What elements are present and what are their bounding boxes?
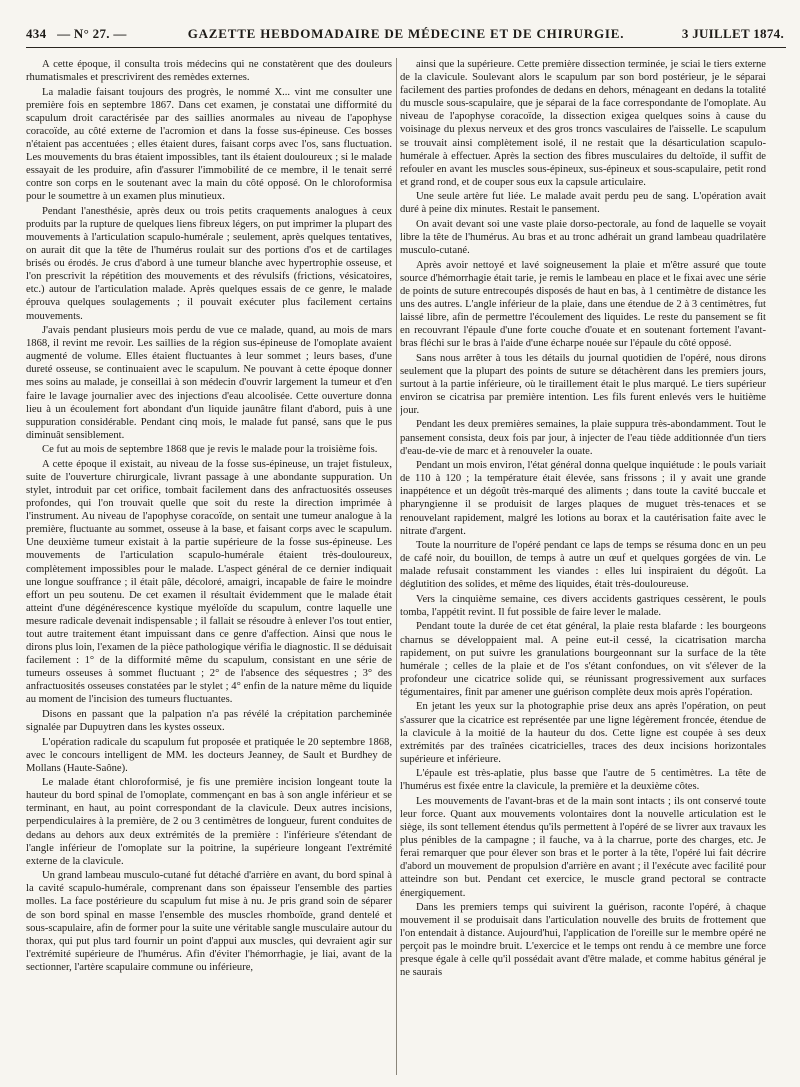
paragraph: A cette époque il existait, au niveau de la fosse sus-épineuse, un trajet fistuleux, suite de l'ouverture chirurgicale, livrant passage à une abondante suppuration. Un stylet, introduit par cet orifice, tombait facilement dans des anfractuosités osseuses profondes, qui l'on trouvait quelle que soit du reste la direction imprimée à l'instrument. Au niveau de l'apophyse coracoïde, on sentait une tumeur analogue à la première, fluctuante au sommet, osseuse à la base, et faisant corps avec le scapulum. Une deuxième tumeur existait à la partie supérieure de la fosse sus-épineuse. Les mouvements de l'articulation scapulo-humérale étaient très-douloureux, complètement impossibles pour le malade. L'aspect général de ce dernier indiquait une longue souffrance ; il était pâle, décoloré, amaigri, incapable de faire le moindre effort un peu soutenu. De cet examen il résultait évidemment que le malade était atteint d'une dégénérescence kystique myéloïde du scapulum, contre laquelle une mesure radicale devenait indispensable ; il fallait se résoudre à enlever l'os tout entier, tout autre traitement étant impuissant dans ce genre d'affection. Ainsi que nous le dirons plus loin, l'examen de la pièce pathologique vérifia le diagnostic. Il se déduisait facilement : 1° de la difformité même du scapulum, consistant en une série de tumeurs osseuses à sommet fluctuant ; 2° de l'absence des séquestres ; 3° des anfractuosités osseuses constatées par le stylet ; 4° enfin de la nature même du liquide au moment de l'incision des tumeurs fluctuantes. (26, 458, 392, 706)
paragraph: Pendant un mois environ, l'état général donna quelque inquiétude : le pouls variait de 110 à 120 ; la température était élevée, sans frissons ; il y avait une grande inappétence et un dégoût très-marqué des aliments ; dans toute la cavité buccale et pharyngienne il se produisit de larges plaques de muguet très-tenaces et se renouvelant rapidement, malgré les lotions au borax et la cautérisation faite avec le nitrate d'argent. (400, 460, 766, 537)
paragraph: En jetant les yeux sur la photographie prise deux ans après l'opération, on peut s'assurer que la cicatrice est représentée par une ligne légèrement froncée, étendue de la clavicule à la moitié de la hauteur du dos. Cette ligne est coupée à ses deux extrémités par des traînées cicatricielles, traces des deux incisions horizontales supérieure et inférieure. (400, 701, 766, 765)
paragraph: A cette époque, il consulta trois médecins qui ne constatèrent que des douleurs rhumatismales et prescrivirent des remèdes externes. (26, 59, 392, 84)
paragraph: Vers la cinquième semaine, ces divers accidents gastriques cessèrent, le pouls tomba, l'appétit revint. Il fut possible de faire lever le malade. (400, 593, 766, 618)
paragraph: Le malade étant chloroformisé, je fis une première incision longeant toute la hauteur du bord spinal de l'omoplate, commençant en bas à son angle inférieur et se terminant, en haut, au point correspondant de la clavicule. Deux autres incisions, perpendiculaires à la première, de 2 ou 3 centimètres de longueur, furent conduites de dedans au dehors aux deux extrémités de la première : l'inférieure s'étendant de l'angle inférieur de l'omoplate sur la poitrine, la supérieure longeant l'extrémité externe de la clavicule. (26, 777, 392, 867)
paragraph: Pendant l'anesthésie, après deux ou trois petits craquements analogues à ceux produits par la rupture de quelques liens fibreux légers, on put imprimer la plupart des mouvements à l'articulation scapulo-humérale ; seulement, après quelques tentatives, on aurait dit que la tête de l'humérus roulait sur des portions d'os et de cartilages brisés ou érodés. Je crus d'abord à une tumeur blanche avec hypertrophie osseuse, et l'on prescrivit la répétition des mouvements et des révulsifs (frictions, vésicatoires, etc.) autour de l'articulation malade. Après quelques essais de ce genre, le malade éprouva quelques soulagements ; il pouvait exécuter plus facilement certains mouvements. (26, 205, 392, 322)
paragraph: Sans nous arrêter à tous les détails du journal quotidien de l'opéré, nous dirons seulement que la plupart des points de suture se détachèrent dans les premiers jours, surtout à la partie inférieure, où le tiraillement était le plus marqué. Le tiers supérieur environ se cicatrisa par première intention. Les fils furent enlevés vers le huitième jour. (400, 352, 766, 416)
paragraph: Les mouvements de l'avant-bras et de la main sont intacts ; ils ont conservé toute leur force. Quant aux mouvements volontaires dont la nouvelle articulation est le siège, ils sont tellement étendus qu'ils permettent à l'opéré de se livrer aux travaux les plus pénibles de la campagne ; il fauche, va à la charrue, porte des charges, etc. Je ferai remarquer que pour élever son bras et le porter à la tête, l'opéré lui fait décrire d'abord un mouvement de propulsion d'arrière en avant ; il l'exécute avec facilité pour atteindre son but. Pendant cet exercice, le muscle grand pectoral se contracte énergiquement. (400, 795, 766, 899)
paragraph: On avait devant soi une vaste plaie dorso-pectorale, au fond de laquelle se voyait libre la tête de l'humérus. Au bras et au tronc adhérait un grand lambeau quadrilatère musculo-cutané. (400, 218, 766, 257)
paragraph: Pendant les deux premières semaines, la plaie suppura très-abondamment. Tout le pansement consista, deux fois par jour, à injecter de l'eau tiède additionnée d'un tiers d'eau-de-vie de marc et à renouveler la ouate. (400, 419, 766, 457)
paragraph: La maladie faisant toujours des progrès, le nommé X... vint me consulter une première fois en septembre 1867. Dans cet examen, je constatai une difformité du scapulum droit caractérisée par des saillies anormales au niveau de l'apophyse coracoïde, au côté externe de l'acromion et dans la fosse sus-épineuse. Ces bosses n'étaient pas accentuées ; elles étaient dures, faisant corps avec l'os, sans fluctuation. Les mouvements du bras étaient impossibles, tant ils étaient douloureux ; si le malade essayait de les produire, afin d'assurer l'immobilité de ce membre, il le tenait serré contre son corps en le soutenant avec la main du côté opposé. On le chloroformisa pour le soumettre à un examen plus minutieux. (26, 86, 392, 203)
right-column (400, 58, 766, 1083)
paragraph: Dans les premiers temps qui suivirent la guérison, raconte l'opéré, à chaque mouvement il se produisait dans l'articulation nouvelle des bruits de frottement que l'on entendait à distance. Aujourd'hui, l'application de l'oreille sur le membre opéré ne perçoit pas le moindre bruit. L'exercice et le temps ont rendu à ce membre une force presque égale à celle qu'il possédait avant d'être malade, et comme habitus général je ne saurais (400, 901, 766, 979)
text-columns (26, 58, 786, 1083)
paragraph: Pendant toute la durée de cet état général, la plaie resta blafarde : les bourgeons charnus se développaient mal. A peine eut-il cessé, la cicatrisation marcha rapidement, on put suivre les granulations bourgeonnant sur la surface de la tête humérale ; celles de la plaie et de l'os s'étant confondues, on vit s'élever de la profondeur une cicatrice solide qui, se réunissant progressivement aux surfaces tégumentaires, finit par amener une guérison complète deux mois après l'opération. (400, 621, 766, 698)
header-rule (26, 47, 786, 48)
journal-title: GAZETTE HEBDOMADAIRE DE MÉDECINE ET DE CHIRURGIE. (187, 26, 625, 41)
page-number: 434 (26, 26, 47, 41)
paragraph: J'avais pendant plusieurs mois perdu de vue ce malade, quand, au mois de mars 1868, il revint me revoir. Les saillies de la région sus-épineuse de l'omoplate avaient augmenté de volume. Elles étaient fluctuantes à leur sommet ; leurs bases, d'une dureté osseuse, se continuaient avec le scapulum. Ne pouvant à cette époque donner mes soins au malade, je conseillai à son médecin d'ouvrir largement la tumeur et d'en faire le lavage journalier avec des injections d'eau alcoolisée. Cette ouverture donna lieu à un écoulement fort abondant d'un liquide jaunâtre filant d'abord, puis à une suppuration considérable. Pendant cinq mois, le malade fut pansé, sans que le pus diminuât sensiblement. (26, 325, 392, 441)
paragraph: Une seule artère fut liée. Le malade avait perdu peu de sang. L'opération avait duré à peine dix minutes. Restait le pansement. (400, 191, 766, 216)
paragraph: Ce fut au mois de septembre 1868 que je revis le malade pour la troisième fois. (42, 444, 378, 456)
paragraph: L'opération radicale du scapulum fut proposée et pratiquée le 20 septembre 1868, avec le concours intelligent de MM. les docteurs Jeanney, de Sault et Burdhey de Mollans (Haute-Saône). (26, 736, 392, 774)
issue-number: — N° 27. — (57, 26, 127, 41)
paragraph: Après avoir nettoyé et lavé soigneusement la plaie et m'être assuré que toute source d'hémorrhagie était tarie, je remis le lambeau en place et le fixai avec une série de points de suture entrecoupés disposés de haut en bas, à 1 centimètre de distance les uns des autres. L'angle inférieur de la plaie, dans une étendue de 2 à 3 centimètres, fut laissé libre, afin de permettre l'écoulement des liquides. Le reste du pansement se fit en recouvrant l'épaule d'une forte couche d'ouate et en soutenant fortement l'avant-bras fléchi sur le bras à l'aide d'une écharpe nouée sur l'épaule du côté opposé. (400, 259, 766, 350)
left-column (26, 58, 392, 1083)
paragraph: Un grand lambeau musculo-cutané fut détaché d'arrière en avant, du bord spinal à la cavité scapulo-humérale, comprenant dans son épaisseur l'ensemble des parties molles. La face postérieure du scapulum fut mise à nu. Je pris grand soin de séparer de son bord spinal en masse l'ensemble des muscles rhomboïde, grand dentelé et sous-scapulaire, afin de former pour la suite une véritable sangle musculaire autour du thorax, qui put plus tard fournir un point d'appui aux muscles, qui devraient agir sur l'extrémité supérieure de l'humérus. Afin d'éviter l'hémorrhagie, je liai, avant de la sectionner, l'artère scapulaire commune ou inférieure, (26, 870, 392, 973)
column-divider (396, 58, 397, 1075)
paragraph: L'épaule est très-aplatie, plus basse que l'autre de 5 centimètres. La tête de l'humérus est fixée entre la clavicule, la première et la deuxième côtes. (400, 768, 766, 793)
paragraph: Toute la nourriture de l'opéré pendant ce laps de temps se résuma donc en un peu de café noir, du bouillon, de temps à autre un œuf et quelques gorgées de vin. Le malade refusait constamment les viandes : elles lui inspiraient du dégoût. La déglutition des solides, et même des liquides, était très-douloureuse. (400, 540, 766, 591)
paragraph: ainsi que la supérieure. Cette première dissection terminée, je sciai le tiers externe de la clavicule. Soulevant alors le scapulum par son bord postérieur, je le séparai facilement des parties profondes de dedans en dehors, ménageant en dedans la totalité du muscle sous-scapulaire, que je séparai de la face correspondante de l'omoplate. Au niveau de l'apophyse coracoïde, la dissection exigea quelques soins à cause du voisinage du plexus nerveux et des gros troncs vasculaires de l'aisselle. Le scapulum se trouvait ainsi complètement isolé, il ne restait que la désarticulation scapulo-humérale à effectuer. Après la section des fibres musculaires du deltoïde, il suffit de refouler en avant les muscles sous-épineux, sus-épineux et sous-scapulaire, petit rond et grand rond, et de couper sous eux la capsule articulaire. (400, 59, 766, 188)
issue-date: 3 JUILLET 1874. (681, 26, 784, 41)
paragraph: Disons en passant que la palpation n'a pas révélé la crépitation parcheminée signalée par Dupuytren dans les kystes osseux. (26, 708, 392, 734)
running-header (26, 26, 786, 46)
